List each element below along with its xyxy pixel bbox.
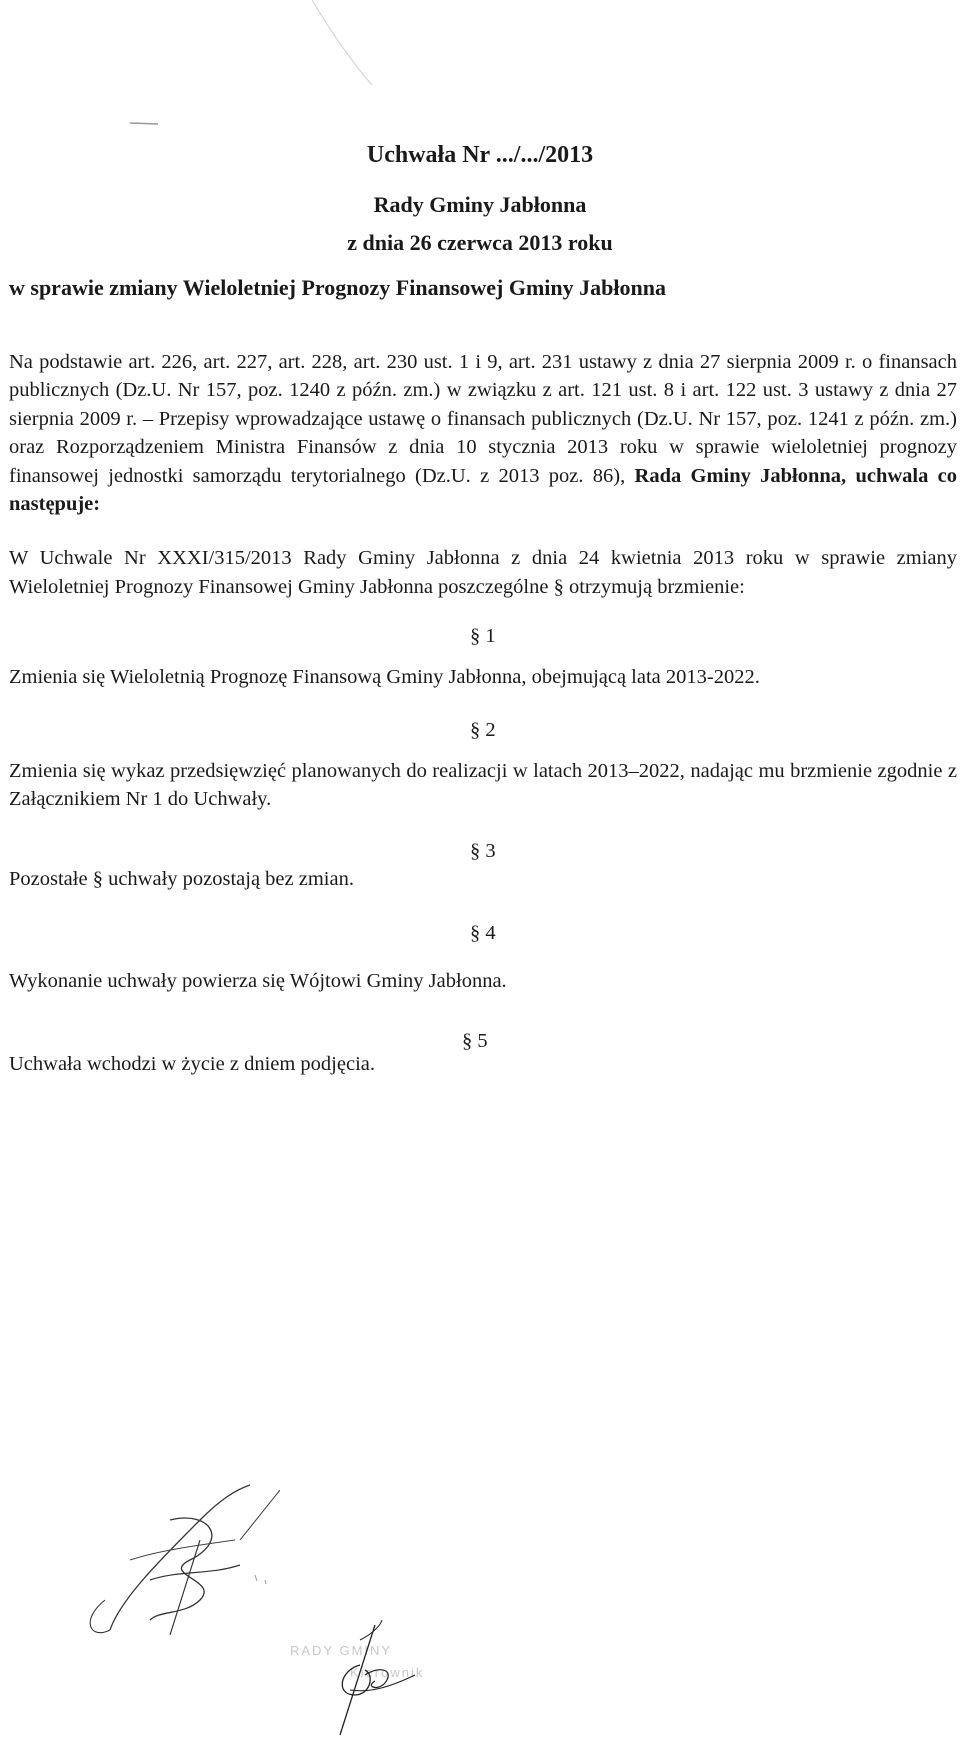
- intro-paragraph: W Uchwale Nr XXXI/315/2013 Rady Gminy Jabłonna z dnia 24 kwietnia 2013 roku w sprawie zmiany Wieloletniej Prognozy Finansowej Gminy Jabłonna poszczególne § otrzymują brzmienie:: [9, 547, 957, 598]
- resolution-clause: Rada Gminy Jabłonna, uchwala co następuje:: [9, 464, 957, 516]
- section-text-1: Zmienia się Wieloletnią Prognozę Finansową Gminy Jabłonna, obejmującą lata 2013-2022.: [9, 666, 760, 688]
- resolution-subject: w sprawie zmiany Wieloletniej Prognozy Finansowej Gminy Jabłonna: [9, 275, 666, 300]
- legal-basis: [9, 348, 957, 518]
- resolution-date: z dnia 26 czerwca 2013 roku: [347, 230, 613, 255]
- resolution-number: Uchwała Nr .../.../2013: [366, 142, 594, 168]
- section-mark-2: § 2: [470, 719, 496, 741]
- signature-left: [50, 1480, 280, 1640]
- stamp-line-2: Kierownik: [350, 1665, 425, 1680]
- section-text-4: Wykonanie uchwały powierza się Wójtowi Gminy Jabłonna.: [9, 970, 507, 992]
- section-mark-3: § 3: [470, 840, 496, 862]
- scan-dash: [128, 118, 168, 128]
- council-name: Rady Gminy Jabłonna: [373, 192, 587, 217]
- section-text-5: Uchwała wchodzi w życie z dniem podjęcia.: [9, 1053, 375, 1075]
- section-text-2: Zmienia się wykaz przedsięwzięć planowanych do realizacji w latach 2013–2022, nadając mu brzmienie zgodnie z Załącznikiem Nr 1 do Uchwały.: [9, 760, 957, 810]
- stamp-line-1: RADY GMINY: [290, 1643, 393, 1658]
- scan-artifact: [300, 0, 380, 90]
- section-mark-4: § 4: [470, 922, 496, 944]
- legal-basis-text: Na podstawie art. 226, art. 227, art. 228, art. 230 ust. 1 i 9, art. 231 ustawy z dnia 27 sierpnia 2009 r. o finansach publicznych (Dz.U. Nr 157, poz. 1240 z późn. zm.) w związku z art. 121 ust. 8 i art. 122 ust. 3 ustawy z dnia 27 sierpnia 2009 r. – Przepisy wprowadzające ustawę o finansach publicznych (Dz.U. Nr 157, poz. 1241 z późn. zm.) oraz Rozporządzeniem Ministra Finansów z dnia 10 stycznia 2013 roku w sprawie wieloletniej prognozy finansowej jednostki samorządu terytorialnego (Dz.U. z 2013 poz. 86),: [9, 351, 957, 487]
- section-mark-5: § 5: [462, 1030, 488, 1052]
- signature-stamp: [320, 1615, 440, 1744]
- section-mark-1: § 1: [470, 625, 496, 647]
- section-text-3: Pozostałe § uchwały pozostają bez zmian.: [9, 868, 354, 890]
